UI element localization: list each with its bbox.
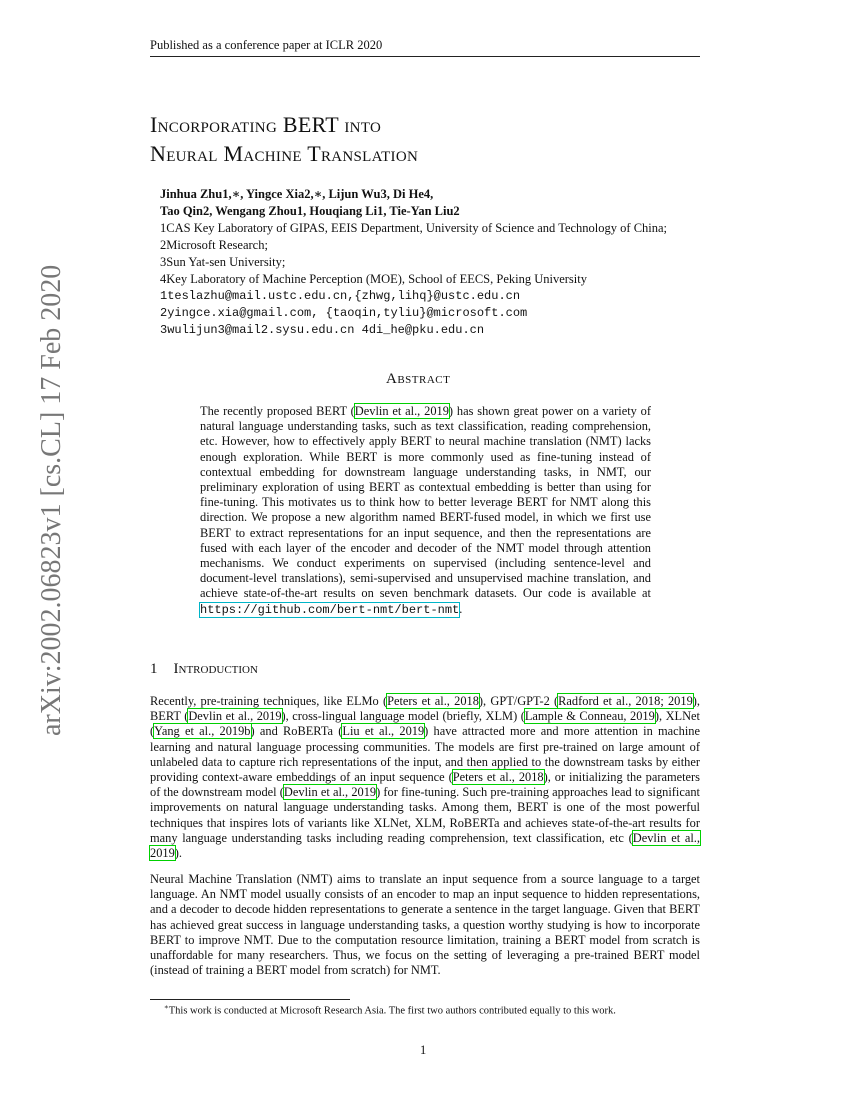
- para-text: ).: [174, 846, 183, 861]
- citation-link[interactable]: Devlin et al., 2019: [283, 785, 377, 800]
- section-heading: [150, 661, 258, 678]
- citation-link[interactable]: Devlin et al., 2019: [150, 830, 700, 861]
- section-title: Introduction: [173, 661, 258, 677]
- abstract-heading: Abstract: [386, 371, 451, 387]
- citation-link[interactable]: Peters et al., 2018: [452, 770, 544, 785]
- abstract-text: The recently proposed BERT (: [200, 404, 355, 418]
- footnote-text: This work is conducted at Microsoft Research Asia. The first two authors contributed equally to this work.: [168, 1005, 616, 1017]
- footnote: [164, 1003, 616, 1017]
- author-line-2: Tao Qin2, Wengang Zhou1, Houqiang Li1, Tie-Yan Liu2: [160, 204, 460, 218]
- para-text: ), BERT (: [150, 694, 700, 724]
- author-block: [160, 186, 667, 339]
- para-text: ), GPT/GPT-2 (: [478, 694, 559, 708]
- citation-link[interactable]: Yang et al., 2019b: [154, 724, 251, 739]
- para-text: Recently, pre-training techniques, like ELMo (: [150, 694, 388, 708]
- intro-paragraph-1: [150, 694, 700, 861]
- affiliation-4: 4Key Laboratory of Machine Perception (MOE), School of EECS, Peking University: [160, 272, 587, 286]
- section-number: 1: [150, 661, 158, 677]
- author-line-1: Jinhua Zhu1,∗, Yingce Xia2,∗, Lijun Wu3, Di He4,: [160, 187, 434, 201]
- abstract-text: ) has shown great power on a variety of natural language understanding tasks, such as text classification, reading comprehension, etc. However, how to effectively apply BERT to neural machine translation (NMT) lacks enough exploration. While BERT is more commonly used as fine-tuning instead of contextual embedding for downstream language understanding tasks, in NMT, our preliminary exploration of using BERT as contextual embedding is better than using for fine-tuning. This motivates us to think how to better leverage BERT for NMT along this direction. We propose a new algorithm named BERT-fused model, in which we first use BERT to extract representations for an input sequence, and then the representations are fused with each layer of the encoder and decoder of the NMT model through attention mechanisms. We conduct experiments on supervised (including sentence-level and document-level translations), semi-supervised and unsupervised machine translation, and achieve state-of-the-art results on seven benchmark datasets. Our code is available at: [200, 404, 652, 601]
- affiliation-2: 2Microsoft Research;: [160, 238, 268, 252]
- para-text: ), XLNet (: [150, 709, 700, 739]
- para-text: ), cross-lingual language model (briefly, XLM) (: [281, 709, 525, 724]
- email-line-3: 3wulijun3@mail2.sysu.edu.cn 4di_he@pku.edu.cn: [160, 323, 485, 337]
- footnote-mark: ∗: [164, 1003, 169, 1011]
- abstract-text: .: [459, 601, 463, 616]
- abstract-body: [200, 404, 651, 618]
- title-line-1: Incorporating BERT into: [150, 112, 382, 137]
- email-line-1: 1teslazhu@mail.ustc.edu.cn,{zhwg,lihq}@ustc.edu.cn: [160, 289, 521, 303]
- para-text: ) and RoBERTa (: [250, 724, 343, 739]
- citation-link[interactable]: Lample & Conneau, 2019: [524, 709, 655, 724]
- title-line-2: Neural Machine Translation: [150, 141, 419, 166]
- footnote-rule: [150, 999, 350, 1000]
- header-rule: [150, 56, 700, 57]
- email-line-2: 2yingce.xia@gmail.com, {taoqin,tyliu}@microsoft.com: [160, 306, 528, 320]
- page-number: 1: [420, 1043, 427, 1057]
- code-url-link[interactable]: https://github.com/bert-nmt/bert-nmt: [200, 602, 460, 617]
- intro-paragraph-2: Neural Machine Translation (NMT) aims to translate an input sequence from a source language to a target language. An NMT model usually consists of an encoder to map an input sequence to hidden representations, and a decoder to decode hidden representations to generate a sentence in the target language. Given that BERT has achieved great success in language understanding tasks, a question worthy studying is how to incorporate BERT to improve NMT. Due to the computation resource limitation, training a BERT model from scratch is unaffordable for many researchers. Thus, we focus on the setting of leveraging a pre-trained BERT model (instead of training a BERT model from scratch) for NMT.: [150, 872, 700, 978]
- citation-link[interactable]: Devlin et al., 2019: [188, 709, 282, 724]
- para-text: ) for fine-tuning. Such pre-training approaches lead to significant improvements on natural language understanding tasks. Among them, BERT is one of the most powerful techniques that inspires lots of variants like XLNet, XLM, RoBERTa and achieves state-of-the-art results for many language understanding tasks including reading comprehension, text classification, etc (: [150, 785, 700, 845]
- arxiv-stamp: arXiv:2002.06823v1 [cs.CL] 17 Feb 2020: [36, 264, 67, 736]
- para-text: ) have attracted more and more attention in machine learning and natural language processing communities. The models are first pre-trained on large amount of unlabeled data to capture rich representations of the input, and then applied to the downstream tasks by either providing context-aware embeddings of an input sequence (: [150, 724, 700, 785]
- citation-link[interactable]: Peters et al., 2018: [387, 694, 479, 708]
- para-text: ), or initializing the parameters of the downstream model (: [150, 770, 701, 800]
- running-header: Published as a conference paper at ICLR 2020: [150, 38, 383, 52]
- affiliation-1: 1CAS Key Laboratory of GIPAS, EEIS Department, University of Science and Technology of China;: [160, 221, 668, 235]
- paper-title: [150, 110, 418, 168]
- citation-link[interactable]: Radford et al., 2018; 2019: [558, 694, 693, 708]
- citation-link[interactable]: Devlin et al., 2019: [354, 404, 449, 418]
- citation-link[interactable]: Liu et al., 2019: [342, 724, 425, 739]
- affiliation-3: 3Sun Yat-sen University;: [160, 255, 286, 269]
